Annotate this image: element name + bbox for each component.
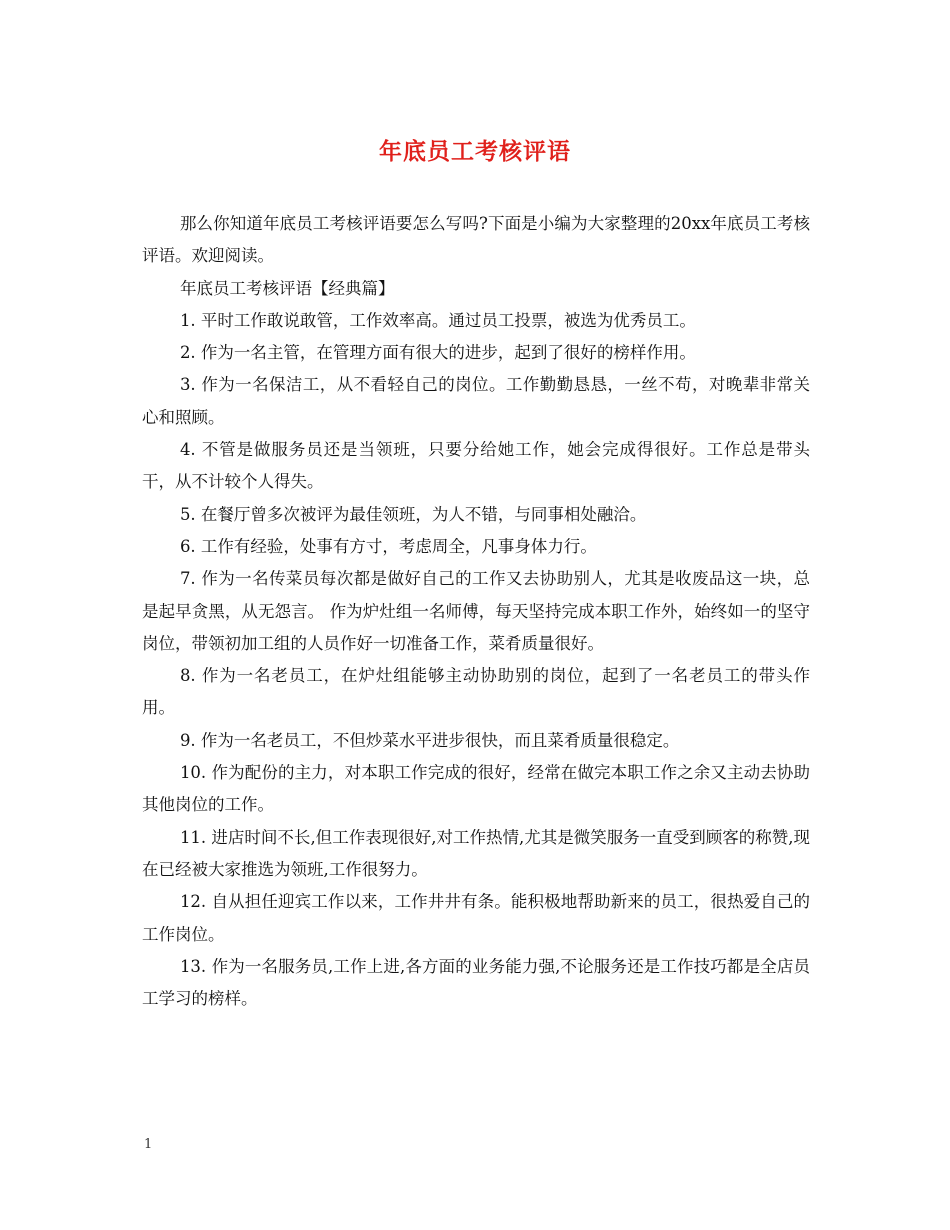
document-body [142,208,810,1015]
list-item: 3. 作为一名保洁工，从不看轻自己的岗位。工作勤勤恳恳，一丝不苟，对晚辈非常关心和照顾。 [142,375,810,427]
list-item: 9. 作为一名老员工，不但炒菜水平进步很快，而且菜肴质量很稳定。 [179,730,680,750]
page-number: 1 [144,1137,153,1152]
list-item: 2. 作为一名主管，在管理方面有很大的进步，起到了很好的榜样作用。 [179,343,696,363]
document-title: 年底员工考核评语 [379,138,571,165]
list-item: 13. 作为一名服务员,工作上进,各方面的业务能力强,不论服务还是工作技巧都是全店员工学习的榜样。 [142,956,810,1009]
list-item: 5. 在餐厅曾多次被评为最佳领班，为人不错，与同事相处融洽。 [179,504,647,524]
list-item: 4. 不管是做服务员还是当领班，只要分给她工作，她会完成得很好。工作总是带头干，从不计较个人得失。 [142,440,810,492]
list-item: 7. 作为一名传菜员每次都是做好自己的工作又去协助别人，尤其是收废品这一块，总是起早贪黑，从无怨言。 作为炉灶组一名师傅，每天坚持完成本职工作外，始终如一的坚守岗位，带领初加工组的人员作好一切准备工作，菜肴质量很好。 [142,569,810,653]
list-item: 12. 自从担任迎宾工作以来，工作井井有条。能积极地帮助新来的员工，很热爱自己的工作岗位。 [142,892,810,944]
list-item: 8. 作为一名老员工，在炉灶组能够主动协助别的岗位，起到了一名老员工的带头作用。 [142,666,810,718]
intro-paragraph: 那么你知道年底员工考核评语要怎么写吗?下面是小编为大家整理的20xx年底员工考核评语。欢迎阅读。 [142,214,810,266]
section-heading: 年底员工考核评语【经典篇】 [179,278,395,298]
list-item: 10. 作为配份的主力，对本职工作完成的很好，经常在做完本职工作之余又主动去协助其他岗位的工作。 [142,763,810,815]
list-item: 1. 平时工作敢说敢管，工作效率高。通过员工投票，被选为优秀员工。 [179,310,696,330]
list-item: 11. 进店时间不长,但工作表现很好,对工作热情,尤其是微笑服务一直受到顾客的称赞,现在已经被大家推选为领班,工作很努力。 [142,827,810,879]
list-item: 6. 工作有经验，处事有方寸，考虑周全，凡事身体力行。 [179,536,597,556]
